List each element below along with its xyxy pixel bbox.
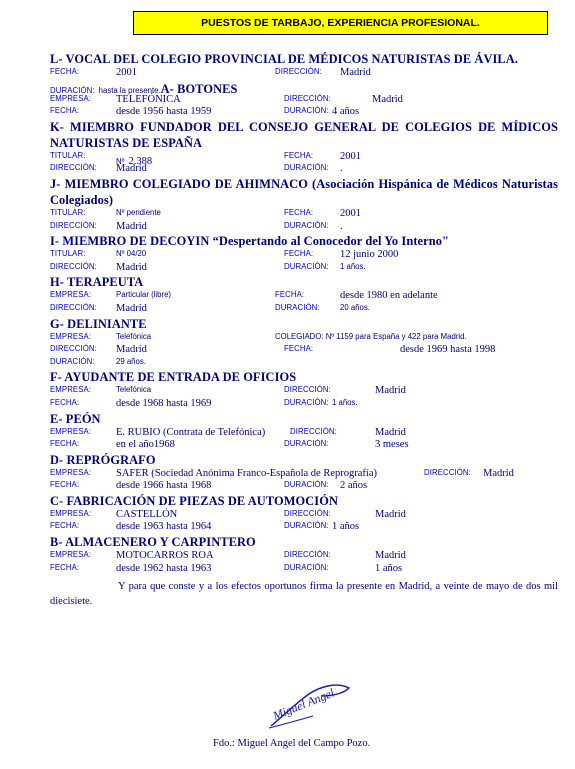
- duracion-value: 2 años: [340, 480, 368, 492]
- duracion-label: DURACIÓN:: [284, 106, 329, 116]
- entry-heading: K- MIEMBRO FUNDADOR DEL CONSEJO GENERAL DE COLEGIOS DE MÍDICOS NATURISTAS DE ESPAÑA: [50, 119, 558, 150]
- entry-h: [50, 274, 558, 315]
- fecha-label: FECHA:: [284, 150, 314, 160]
- entry-l: [50, 51, 558, 94]
- titular-label: TITULAR:: [50, 150, 86, 160]
- direccion-label: DIRECCIÓN:: [50, 261, 97, 271]
- empresa-label: EMPRESA:: [50, 385, 92, 395]
- fecha-label: FECHA:: [284, 344, 314, 354]
- entry-heading: J- MIEMBRO COLEGIADO DE AHIMNACO (Asociación Hispánica de Médicos Naturistas Colegiados): [50, 176, 558, 207]
- direccion-value: Madrid: [372, 93, 403, 105]
- empresa-value: TELEFÓNICA: [116, 93, 181, 105]
- duracion-label: DURACIÓN:: [275, 302, 320, 312]
- fecha-label: FECHA:: [284, 249, 314, 259]
- entry-c: [50, 493, 558, 534]
- fecha-value: desde 1963 hasta 1964: [116, 521, 212, 533]
- titular-label: TITULAR:: [50, 249, 86, 259]
- entry-heading: A- BOTONES: [160, 81, 238, 96]
- duracion-label: DURACIÓN:: [284, 521, 329, 531]
- entry-e: [50, 411, 558, 452]
- direccion-value: Madrid: [340, 67, 371, 78]
- direccion-label: DIRECCIÓN:: [50, 163, 97, 173]
- entry-heading: I- MIEMBRO DE DECOYIN “Despertando al Conocedor del Yo Interno": [50, 234, 450, 249]
- direccion-label: DIRECCIÓN:: [50, 220, 97, 230]
- direccion-label: DIRECCIÓN:: [50, 302, 97, 312]
- empresa-value: SAFER (Sociedad Anónima Franco-Española de Reprografía): [116, 467, 377, 479]
- duracion-value: 1 años: [375, 562, 403, 574]
- direccion-label: DIRECCIÓN:: [284, 508, 331, 518]
- duracion-label: DURACIÓN:: [284, 397, 329, 407]
- direccion-value: Madrid: [116, 163, 147, 175]
- empresa-label: EMPRESA:: [50, 290, 92, 300]
- fecha-value: 12 junio 2000: [340, 249, 399, 261]
- duracion-label: DURACIÓN:: [50, 356, 95, 366]
- duracion-value: hasta la presente.: [98, 85, 161, 95]
- duracion-value: 1 años.: [340, 261, 366, 271]
- fecha-label: FECHA:: [50, 67, 80, 76]
- direccion-label: DIRECCIÓN:: [284, 93, 331, 103]
- fecha-value: desde 1968 hasta 1969: [116, 397, 212, 409]
- entry-heading: L- VOCAL DEL COLEGIO PROVINCIAL DE MÉDICOS NATURISTAS DE ÁVILA.: [50, 52, 519, 66]
- fecha-value: 2001: [116, 67, 137, 78]
- titular-value: Nº 04/20: [116, 249, 147, 259]
- empresa-value: MOTOCARROS ROA: [116, 550, 214, 562]
- titular-label: TITULAR:: [50, 207, 86, 217]
- titular-number: 2.388: [128, 155, 153, 167]
- signature-graphic: [265, 676, 355, 732]
- duracion-label: DURACIÓN:: [284, 261, 329, 271]
- direccion-value: Madrid: [483, 467, 514, 479]
- duracion-value: 3 meses: [375, 439, 409, 451]
- experience-list: [50, 51, 558, 609]
- empresa-label: EMPRESA:: [50, 331, 92, 341]
- numero-sign: Nº: [116, 156, 125, 166]
- empresa-value: Telefónica: [116, 385, 152, 395]
- fecha-value: desde 1956 hasta 1959: [116, 106, 212, 118]
- entry-b: [50, 534, 558, 575]
- duracion-value: 29 años.: [116, 356, 146, 366]
- colegiado-text: COLEGIADO: Nº 1159 para España y 422 para Madrid.: [275, 331, 467, 341]
- direccion-label: DIRECCIÓN:: [424, 467, 471, 477]
- fecha-value: 2001: [340, 150, 361, 162]
- empresa-value: Telefónica: [116, 331, 152, 341]
- fecha-label: FECHA:: [50, 480, 80, 490]
- direccion-label: DIRECCIÓN:: [284, 550, 331, 560]
- document-title: PUESTOS DE TARBAJO, EXPERIENCIA PROFESIONAL.: [201, 17, 480, 29]
- entry-heading: E- PEÓN: [50, 411, 101, 426]
- entry-heading: F- AYUDANTE DE ENTRADA DE OFICIOS: [50, 370, 297, 385]
- fecha-value: 2001: [340, 207, 361, 219]
- entry-heading: D- REPRÓGRAFO: [50, 452, 156, 467]
- direccion-label: DIRECCIÓN:: [50, 344, 97, 354]
- direccion-label: DIRECCIÓN:: [284, 385, 331, 395]
- fecha-label: FECHA:: [50, 562, 80, 572]
- direccion-value: Madrid: [375, 385, 406, 397]
- entry-heading: H- TERAPEUTA: [50, 275, 144, 290]
- duracion-label: DURACIÓN:: [284, 480, 329, 490]
- duracion-label: DURACIÓN:: [284, 562, 329, 572]
- direccion-value: Madrid: [116, 220, 147, 232]
- titular-value: Nº pendiente: [116, 207, 161, 217]
- signer-line: Fdo.: Miguel Angel del Campo Pozo.: [213, 738, 371, 749]
- empresa-value: CASTELLÓN: [116, 508, 178, 520]
- signature-scribble: Miguel Angel: [270, 685, 337, 723]
- entry-f: [50, 369, 558, 410]
- direccion-value: Madrid: [375, 508, 406, 520]
- document-title-banner: [133, 11, 548, 35]
- direccion-label: DIRECCIÓN:: [275, 67, 322, 76]
- duracion-label: DURACIÓN:: [284, 163, 329, 173]
- entry-heading: B- ALMACENERO Y CARPINTERO: [50, 535, 256, 550]
- entry-a: [50, 94, 558, 119]
- direccion-value: Madrid: [116, 344, 147, 356]
- fecha-value: desde 1980 en adelante: [340, 290, 438, 302]
- duracion-value: 20 años.: [340, 302, 370, 312]
- duracion-label: DURACIÓN:: [284, 220, 329, 230]
- fecha-label: FECHA:: [284, 207, 314, 217]
- duracion-value: 1 años: [332, 521, 360, 533]
- empresa-label: EMPRESA:: [50, 467, 92, 477]
- closing-statement: Y para que conste y a los efectos oportunos firma la presente en Madrid, a veinte de mayo de dos mil diecisiete.: [50, 581, 558, 608]
- entry-i: [50, 233, 558, 274]
- fecha-label: FECHA:: [275, 290, 305, 300]
- fecha-label: FECHA:: [50, 439, 80, 449]
- entry-heading: C- FABRICACIÓN DE PIEZAS DE AUTOMOCIÓN: [50, 493, 339, 508]
- direccion-value: Madrid: [375, 426, 406, 438]
- empresa-value: E. RUBIO (Contrata de Telefónica): [116, 426, 266, 438]
- direccion-value: Madrid: [375, 550, 406, 562]
- fecha-label: FECHA:: [50, 521, 80, 531]
- empresa-label: EMPRESA:: [50, 508, 92, 518]
- direccion-value: Madrid: [116, 261, 147, 273]
- entry-j: [50, 176, 558, 233]
- empresa-value: Particular (libre): [116, 290, 172, 300]
- direccion-value: Madrid: [116, 302, 147, 314]
- entry-heading: G- DELINIANTE: [50, 316, 147, 331]
- fecha-label: FECHA:: [50, 397, 80, 407]
- duracion-value: 4 años: [332, 106, 360, 118]
- empresa-label: EMPRESA:: [50, 550, 92, 560]
- direccion-label: DIRECCIÓN:: [290, 426, 337, 436]
- empresa-label: EMPRESA:: [50, 426, 92, 436]
- entry-g: [50, 316, 558, 370]
- fecha-value: en el año1968: [116, 439, 175, 451]
- fecha-value: desde 1962 hasta 1963: [116, 562, 212, 574]
- duracion-label: DURACIÓN:: [50, 85, 95, 95]
- empresa-label: EMPRESA:: [50, 93, 92, 103]
- fecha-value: desde 1966 hasta 1968: [116, 480, 212, 492]
- duracion-value: .: [340, 220, 343, 232]
- duracion-value: 1 años.: [332, 397, 358, 407]
- handwritten-signature: [265, 676, 355, 737]
- entry-k: [50, 119, 558, 176]
- entry-d: [50, 452, 558, 493]
- fecha-value: desde 1969 hasta 1998: [400, 344, 496, 356]
- duracion-label: DURACIÓN:: [284, 439, 329, 449]
- fecha-label: FECHA:: [50, 106, 80, 116]
- duracion-value: .: [340, 163, 343, 175]
